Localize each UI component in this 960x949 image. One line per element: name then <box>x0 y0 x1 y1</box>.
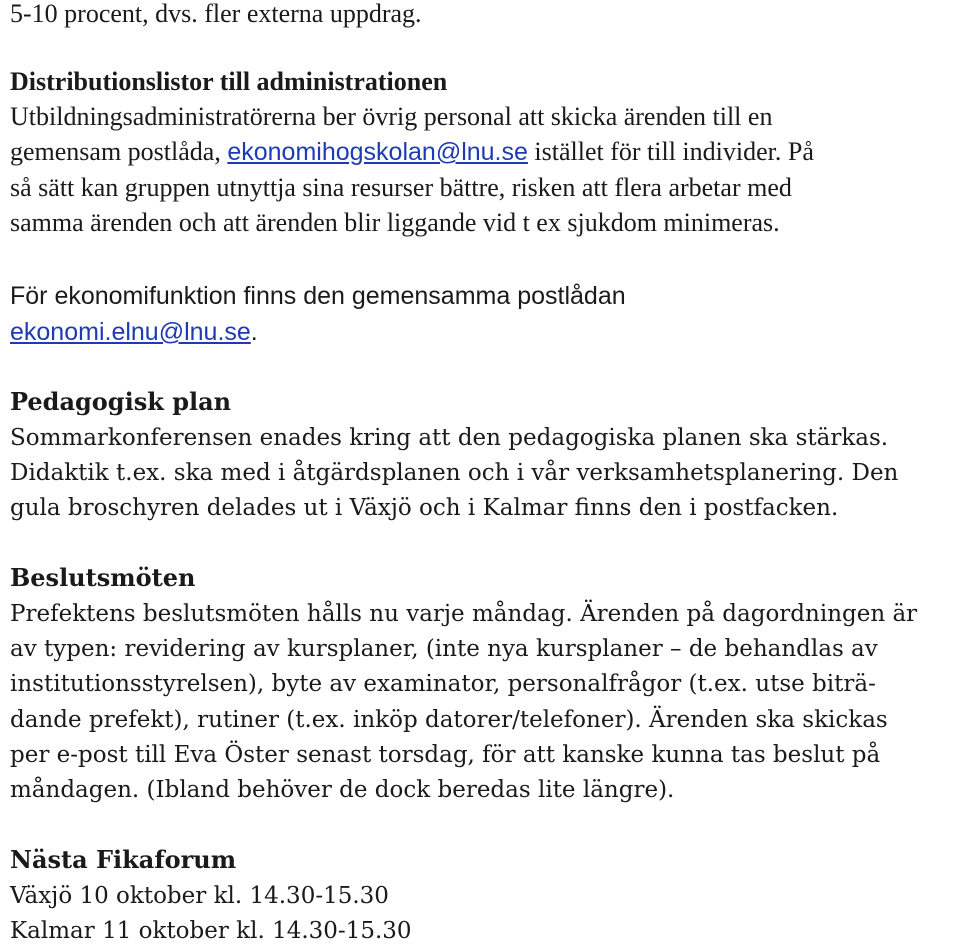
pedagogy-paragraph-line: Didaktik t.ex. ska med i åtgärdsplanen och i vår verksamhetsplanering. Den <box>10 460 899 486</box>
distribution-paragraph-line: samma ärenden och att ärenden blir liggande vid t ex sjukdom minimeras. <box>10 208 780 237</box>
decisions-paragraph-line: Prefektens beslutsmöten hålls nu varje måndag. Ärenden på dagordningen är <box>10 601 918 627</box>
fika-vaxjo-line: Växjö 10 oktober kl. 14.30-15.30 <box>10 883 389 909</box>
intro-text: 5-10 procent, dvs. fler externa uppdrag. <box>10 0 422 28</box>
decisions-paragraph-line: måndagen. (Ibland behöver de dock beredas lite längre). <box>10 777 675 803</box>
distribution-paragraph-line: så sätt kan gruppen utnyttja sina resurser bättre, risken att flera arbetar med <box>10 173 792 202</box>
ekonomi-email-link[interactable]: ekonomi.elnu@lnu.se <box>10 318 251 346</box>
economy-paragraph-line <box>10 314 258 350</box>
economy-link-suffix: . <box>250 318 258 346</box>
distribution-text: gemensam postlåda, <box>10 137 228 166</box>
decisions-paragraph-line: dande prefekt), rutiner (t.ex. inköp datorer/telefoner). Ärenden ska skickas <box>10 707 888 733</box>
decisions-paragraph-line: institutionsstyrelsen), byte av examinator, personalfrågor (t.ex. utse biträ- <box>10 671 876 697</box>
decisions-paragraph-line: per e-post till Eva Öster senast torsdag, för att kanske kunna tas beslut på <box>10 742 881 768</box>
pedagogy-paragraph-line: gula broschyren delades ut i Växjö och i Kalmar finns den i postfacken. <box>10 495 839 521</box>
economy-text: För ekonomifunktion finns den gemensamma postlådan <box>10 282 626 310</box>
distribution-text: istället för till individer. På <box>527 137 814 166</box>
pedagogy-paragraph-line: Sommarkonferensen enades kring att den pedagogiska planen ska stärkas. <box>10 425 889 451</box>
decisions-paragraph-line: av typen: revidering av kursplaner, (inte nya kursplaner – de behandlas av <box>10 636 878 662</box>
pedagogy-heading: Pedagogisk plan <box>10 387 232 416</box>
fika-kalmar-line: Kalmar 11 oktober kl. 14.30-15.30 <box>10 918 412 944</box>
distribution-paragraph-line <box>10 134 814 170</box>
fika-heading: Nästa Fikaforum <box>10 845 237 874</box>
decisions-heading: Beslutsmöten <box>10 563 196 592</box>
distribution-paragraph-line: Utbildningsadministratörerna ber övrig personal att skicka ärenden till en <box>10 102 773 131</box>
ekonomihogskolan-email-link[interactable]: ekonomihogskolan@lnu.se <box>227 138 528 166</box>
distribution-heading: Distributionslistor till administrationen <box>10 67 448 96</box>
